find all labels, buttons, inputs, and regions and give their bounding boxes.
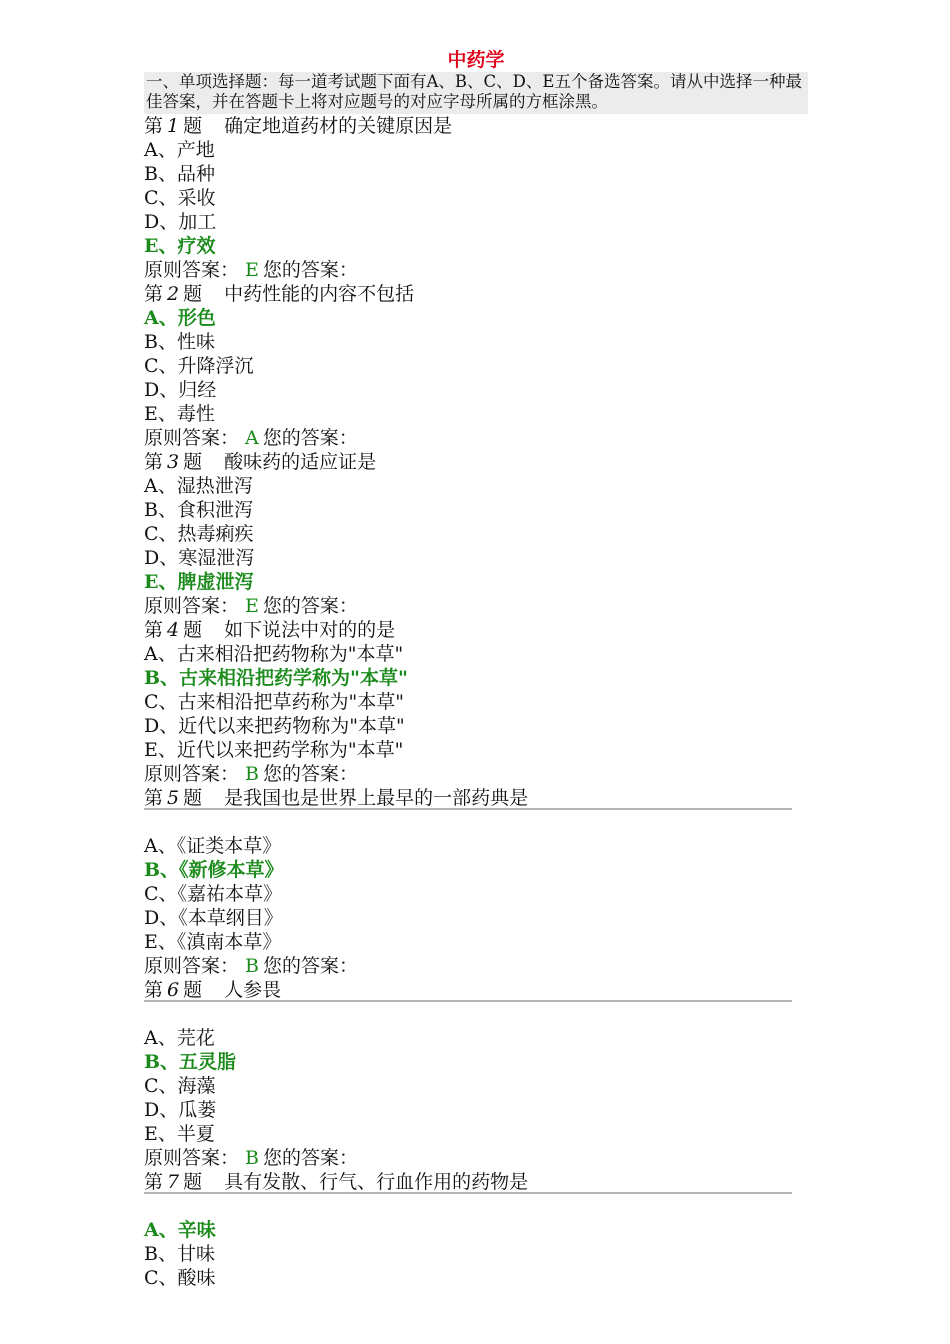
question-stem — [144, 786, 792, 810]
option[interactable]: D、瓜蒌 — [144, 1099, 217, 1121]
question-number: 1 — [167, 115, 180, 137]
question-prefix: 第 — [144, 115, 164, 137]
standard-answer-label: 原则答案： — [144, 1147, 240, 1169]
question-number: 5 — [167, 787, 180, 809]
document-title: 中药学 — [447, 49, 505, 71]
question-suffix: 题 — [183, 1171, 203, 1193]
question-prefix: 第 — [144, 283, 164, 305]
answer-line — [144, 1146, 808, 1170]
question-prefix: 第 — [144, 787, 164, 809]
question-stem — [144, 618, 808, 642]
option[interactable]: C、酸味 — [144, 1267, 216, 1289]
option[interactable]: E、毒性 — [144, 403, 215, 425]
option[interactable]: A、湿热泄泻 — [144, 475, 253, 497]
option[interactable]: D、《本草纲目》 — [144, 907, 283, 929]
spacer — [144, 1002, 808, 1026]
option[interactable]: D、近代以来把药物称为"本草" — [144, 715, 405, 737]
option[interactable]: A、芫花 — [144, 1027, 215, 1049]
standard-answer-label: 原则答案： — [144, 427, 240, 449]
question-list — [144, 114, 808, 1290]
option-correct[interactable]: B、《新修本草》 — [144, 859, 284, 881]
option[interactable]: C、采收 — [144, 187, 216, 209]
question-stem — [144, 978, 792, 1002]
option[interactable]: C、热毒痢疾 — [144, 523, 254, 545]
answer-line — [144, 594, 808, 618]
question-suffix: 题 — [183, 115, 203, 137]
question-stem — [144, 1170, 792, 1194]
option[interactable]: D、寒湿泄泻 — [144, 547, 255, 569]
option[interactable]: C、升降浮沉 — [144, 355, 254, 377]
standard-answer-value: E — [245, 595, 259, 617]
spacer — [144, 810, 808, 834]
question-stem — [144, 282, 808, 306]
option-correct[interactable]: B、古来相沿把药学称为"本草" — [144, 667, 408, 689]
your-answer-label: 您的答案： — [262, 259, 358, 281]
option[interactable]: A、产地 — [144, 139, 215, 161]
question-number: 6 — [167, 979, 180, 1001]
option[interactable]: B、食积泄泻 — [144, 499, 253, 521]
question-stem — [144, 114, 808, 138]
question-number: 2 — [167, 283, 180, 305]
standard-answer-value: A — [245, 427, 259, 449]
option[interactable]: C、《嘉祐本草》 — [144, 883, 283, 905]
question-suffix: 题 — [183, 979, 203, 1001]
question-number: 4 — [167, 619, 180, 641]
option-correct[interactable]: E、脾虚泄泻 — [144, 571, 254, 593]
question-suffix: 题 — [183, 283, 203, 305]
document-page — [144, 48, 808, 1290]
standard-answer-value: B — [245, 1147, 259, 1169]
question-prefix: 第 — [144, 619, 164, 641]
option-correct[interactable]: B、五灵脂 — [144, 1051, 237, 1073]
question-text: 是我国也是世界上最早的一部药典是 — [224, 787, 529, 809]
standard-answer-label: 原则答案： — [144, 955, 240, 977]
option[interactable]: B、甘味 — [144, 1243, 215, 1265]
question-prefix: 第 — [144, 451, 164, 473]
option[interactable]: E、《滇南本草》 — [144, 931, 282, 953]
your-answer-label: 您的答案： — [262, 427, 358, 449]
question-number: 3 — [167, 451, 180, 473]
question-prefix: 第 — [144, 1171, 164, 1193]
option[interactable]: D、归经 — [144, 379, 217, 401]
question-suffix: 题 — [183, 619, 203, 641]
option[interactable]: E、半夏 — [144, 1123, 215, 1145]
question-number: 7 — [167, 1171, 180, 1193]
question-suffix: 题 — [183, 787, 203, 809]
option-correct[interactable]: E、疗效 — [144, 235, 216, 257]
question-text: 人参畏 — [224, 979, 282, 1001]
your-answer-label: 您的答案： — [262, 955, 358, 977]
your-answer-label: 您的答案： — [262, 1147, 358, 1169]
standard-answer-label: 原则答案： — [144, 763, 240, 785]
option[interactable]: A、《证类本草》 — [144, 835, 282, 857]
standard-answer-label: 原则答案： — [144, 259, 240, 281]
standard-answer-value: B — [245, 763, 259, 785]
answer-line — [144, 762, 808, 786]
question-text: 酸味药的适应证是 — [224, 451, 377, 473]
option[interactable]: D、加工 — [144, 211, 217, 233]
question-text: 中药性能的内容不包括 — [224, 283, 415, 305]
question-suffix: 题 — [183, 451, 203, 473]
answer-line — [144, 258, 808, 282]
option[interactable]: A、古来相沿把药物称为"本草" — [144, 643, 404, 665]
question-stem — [144, 450, 808, 474]
question-text: 确定地道药材的关键原因是 — [224, 115, 453, 137]
question-prefix: 第 — [144, 979, 164, 1001]
option-correct[interactable]: A、辛味 — [144, 1219, 216, 1241]
your-answer-label: 您的答案： — [262, 763, 358, 785]
answer-line — [144, 426, 808, 450]
instructions: 一、单项选择题：每一道考试题下面有A、B、C、D、E五个备选答案。请从中选择一种最佳答案，并在答题卡上将对应题号的对应字母所属的方框涂黑。 — [144, 72, 808, 114]
question-text: 具有发散、行气、行血作用的药物是 — [224, 1171, 529, 1193]
standard-answer-value: B — [245, 955, 259, 977]
option-correct[interactable]: A、形色 — [144, 307, 216, 329]
question-text: 如下说法中对的的是 — [224, 619, 396, 641]
answer-line — [144, 954, 808, 978]
your-answer-label: 您的答案： — [262, 595, 358, 617]
option[interactable]: B、性味 — [144, 331, 215, 353]
standard-answer-value: E — [245, 259, 259, 281]
option[interactable]: E、近代以来把药学称为"本草" — [144, 739, 404, 761]
option[interactable]: C、古来相沿把草药称为"本草" — [144, 691, 405, 713]
spacer — [144, 1194, 808, 1218]
option[interactable]: B、品种 — [144, 163, 215, 185]
option[interactable]: C、海藻 — [144, 1075, 216, 1097]
standard-answer-label: 原则答案： — [144, 595, 240, 617]
